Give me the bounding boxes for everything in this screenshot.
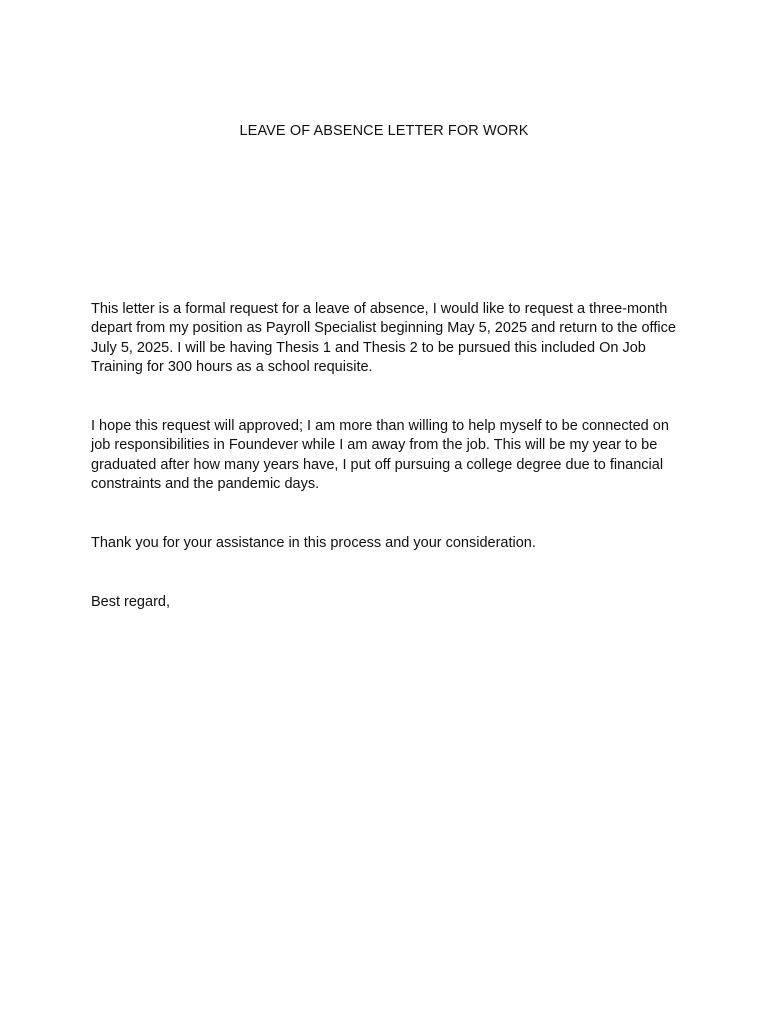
letter-paragraph-thanks: Thank you for your assistance in this process and your consideration. (91, 535, 536, 551)
letter-paragraph-hope: I hope this request will approved; I am more than willing to help myself to be connected on job responsibilities in Foundever while I am away from the job. This will be my year to be graduated after how many years have, I put off pursuing a college degree due to financial constraints and the pandemic days. (91, 418, 669, 493)
letter-title: LEAVE OF ABSENCE LETTER FOR WORK (239, 123, 529, 139)
letter-closing: Best regard, (91, 594, 170, 610)
letter-paragraph-request: This letter is a formal request for a leave of absence, I would like to request a three-month depart from my position as Payroll Specialist beginning May 5, 2025 and return to the office July 5, 2025. I will be having Thesis 1 and Thesis 2 to be pursued this included On Job Training for 300 hours as a school requisite. (91, 301, 676, 376)
